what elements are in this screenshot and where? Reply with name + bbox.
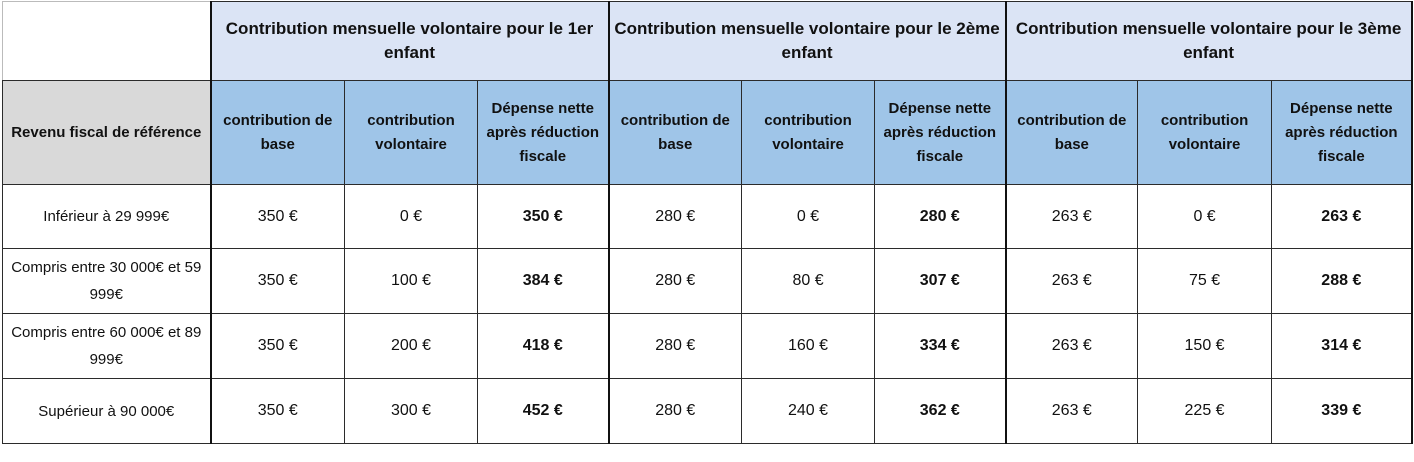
cell-volontaire: 0 € bbox=[345, 185, 478, 249]
cell-base: 350 € bbox=[211, 249, 345, 314]
cell-volontaire: 240 € bbox=[742, 379, 875, 444]
row-header-revenu: Revenu fiscal de référence bbox=[3, 81, 211, 185]
cell-nette: 307 € bbox=[875, 249, 1006, 314]
cell-nette: 288 € bbox=[1272, 249, 1412, 314]
cell-volontaire: 300 € bbox=[345, 379, 478, 444]
cell-volontaire: 0 € bbox=[742, 185, 875, 249]
cell-base: 263 € bbox=[1006, 185, 1138, 249]
cell-base: 280 € bbox=[609, 185, 742, 249]
row-label: Supérieur à 90 000€ bbox=[3, 379, 211, 444]
cell-volontaire: 160 € bbox=[742, 314, 875, 379]
subheader-nette: Dépense nette après réduction fiscale bbox=[875, 81, 1006, 185]
cell-volontaire: 200 € bbox=[345, 314, 478, 379]
cell-base: 263 € bbox=[1006, 314, 1138, 379]
cell-base: 280 € bbox=[609, 314, 742, 379]
cell-base: 263 € bbox=[1006, 379, 1138, 444]
cell-volontaire: 100 € bbox=[345, 249, 478, 314]
cell-volontaire: 0 € bbox=[1138, 185, 1272, 249]
subheader-volontaire: contribution volontaire bbox=[742, 81, 875, 185]
contribution-table-container bbox=[2, 1, 1413, 444]
cell-base: 263 € bbox=[1006, 249, 1138, 314]
cell-volontaire: 75 € bbox=[1138, 249, 1272, 314]
cell-base: 280 € bbox=[609, 249, 742, 314]
cell-nette: 418 € bbox=[478, 314, 609, 379]
corner-cell bbox=[3, 2, 211, 81]
subheader-base: contribution de base bbox=[211, 81, 345, 185]
cell-nette: 339 € bbox=[1272, 379, 1412, 444]
cell-nette: 314 € bbox=[1272, 314, 1412, 379]
subheader-nette: Dépense nette après réduction fiscale bbox=[1272, 81, 1412, 185]
cell-volontaire: 225 € bbox=[1138, 379, 1272, 444]
group-header-1st-child: Contribution mensuelle volontaire pour le 1er enfant bbox=[211, 2, 609, 81]
subheader-base: contribution de base bbox=[1006, 81, 1138, 185]
table-row bbox=[3, 314, 1412, 379]
cell-nette: 362 € bbox=[875, 379, 1006, 444]
cell-base: 350 € bbox=[211, 185, 345, 249]
cell-base: 350 € bbox=[211, 379, 345, 444]
group-header-2nd-child: Contribution mensuelle volontaire pour le 2ème enfant bbox=[609, 2, 1006, 81]
subheader-nette: Dépense nette après réduction fiscale bbox=[478, 81, 609, 185]
subheader-base: contribution de base bbox=[609, 81, 742, 185]
cell-nette: 280 € bbox=[875, 185, 1006, 249]
group-header-3rd-child: Contribution mensuelle volontaire pour le 3ème enfant bbox=[1006, 2, 1412, 81]
cell-volontaire: 80 € bbox=[742, 249, 875, 314]
cell-nette: 334 € bbox=[875, 314, 1006, 379]
cell-nette: 384 € bbox=[478, 249, 609, 314]
cell-volontaire: 150 € bbox=[1138, 314, 1272, 379]
group-header-row bbox=[3, 2, 1412, 81]
cell-nette: 452 € bbox=[478, 379, 609, 444]
table-row bbox=[3, 249, 1412, 314]
subheader-volontaire: contribution volontaire bbox=[345, 81, 478, 185]
row-label: Inférieur à 29 999€ bbox=[3, 185, 211, 249]
row-label: Compris entre 60 000€ et 89 999€ bbox=[3, 314, 211, 379]
contribution-table bbox=[2, 1, 1413, 444]
cell-nette: 350 € bbox=[478, 185, 609, 249]
row-label: Compris entre 30 000€ et 59 999€ bbox=[3, 249, 211, 314]
table-row bbox=[3, 185, 1412, 249]
table-row bbox=[3, 379, 1412, 444]
cell-base: 280 € bbox=[609, 379, 742, 444]
cell-nette: 263 € bbox=[1272, 185, 1412, 249]
subheader-volontaire: contribution volontaire bbox=[1138, 81, 1272, 185]
subheader-row bbox=[3, 81, 1412, 185]
cell-base: 350 € bbox=[211, 314, 345, 379]
